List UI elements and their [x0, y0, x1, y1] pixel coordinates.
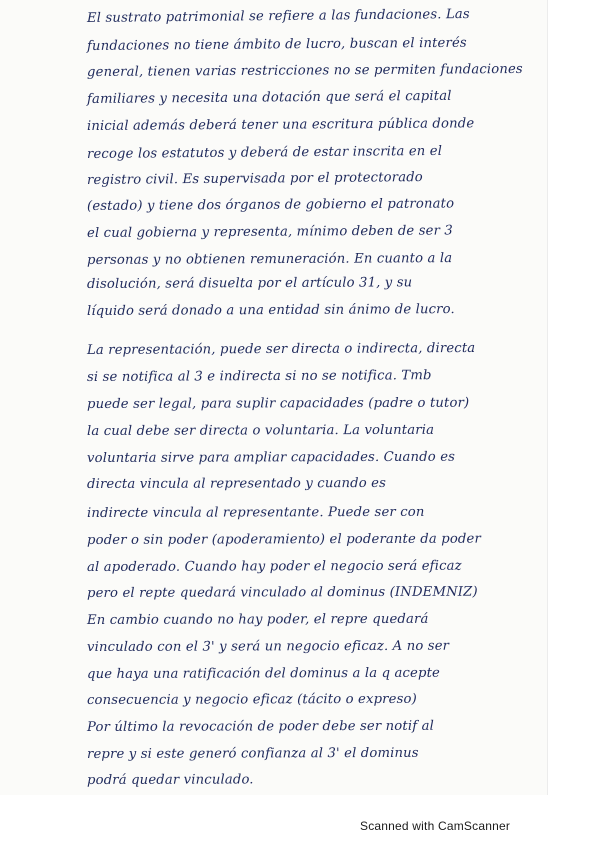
- text-line: En cambio cuando no hay poder, el repre quedará: [86, 611, 429, 628]
- text-line: directa vincula al representado y cuando es: [86, 475, 387, 492]
- text-line: que haya una ratificación del dominus a la q acepte: [86, 665, 441, 682]
- text-line: La representación, puede ser directa o indirecta, directa: [86, 340, 476, 358]
- text-line: si se notifica al 3 e indirecta si no se notifica. Tmb: [86, 368, 432, 385]
- text-line: puede ser legal, para suplir capacidades (padre o tutor): [86, 395, 470, 412]
- text-line: recoge los estatutos y deberá de estar inscrita en el: [86, 143, 443, 162]
- text-line: voluntaria sirve para ampliar capacidades. Cuando es: [86, 449, 456, 466]
- text-line: vinculado con el 3' y será un negocio eficaz. A no ser: [86, 638, 450, 655]
- scanner-watermark: Scanned with CamScanner: [360, 819, 511, 833]
- text-line: personas y no obtienen remuneración. En cuanto a la: [86, 251, 453, 268]
- text-line: poder o sin poder (apoderamiento) el poderante da poder: [86, 531, 481, 548]
- text-line: repre y si este generó confianza al 3' el dominus: [86, 745, 419, 762]
- text-line: consecuencia y negocio eficaz (tácito o expreso): [86, 691, 417, 708]
- text-line: disolución, será disuelta por el artículo 31, y su: [86, 275, 413, 292]
- text-line: (estado) y tiene dos órganos de gobierno el patronato: [86, 196, 455, 214]
- text-line: general, tienen varias restricciones no se permiten fundaciones: [86, 61, 523, 80]
- text-line: líquido será donado a una entidad sin ánimo de lucro.: [86, 302, 455, 319]
- text-line: indirecte vincula al representante. Puede ser con: [86, 504, 425, 521]
- text-line: El sustrato patrimonial se refiere a las fundaciones. Las: [86, 6, 470, 26]
- text-line: la cual debe ser directa o voluntaria. La voluntaria: [86, 422, 435, 439]
- text-line: el cual gobierna y representa, mínimo deben de ser 3: [86, 223, 453, 241]
- text-line: fundaciones no tiene ámbito de lucro, buscan el interés: [86, 35, 467, 54]
- text-line: al apoderado. Cuando hay poder el negocio será eficaz: [86, 558, 462, 575]
- text-line: inicial además deberá tener una escritura pública donde: [86, 116, 475, 134]
- text-line: podrá quedar vinculado.: [86, 772, 254, 788]
- text-line: familiares y necesita una dotación que será el capital: [86, 88, 452, 107]
- text-line: Por último la revocación de poder debe ser notif al: [86, 718, 434, 735]
- text-line: pero el repte quedará vinculado al dominus (INDEMNIZ): [86, 584, 478, 601]
- text-line: registro civil. Es supervisada por el protectorado: [86, 170, 423, 188]
